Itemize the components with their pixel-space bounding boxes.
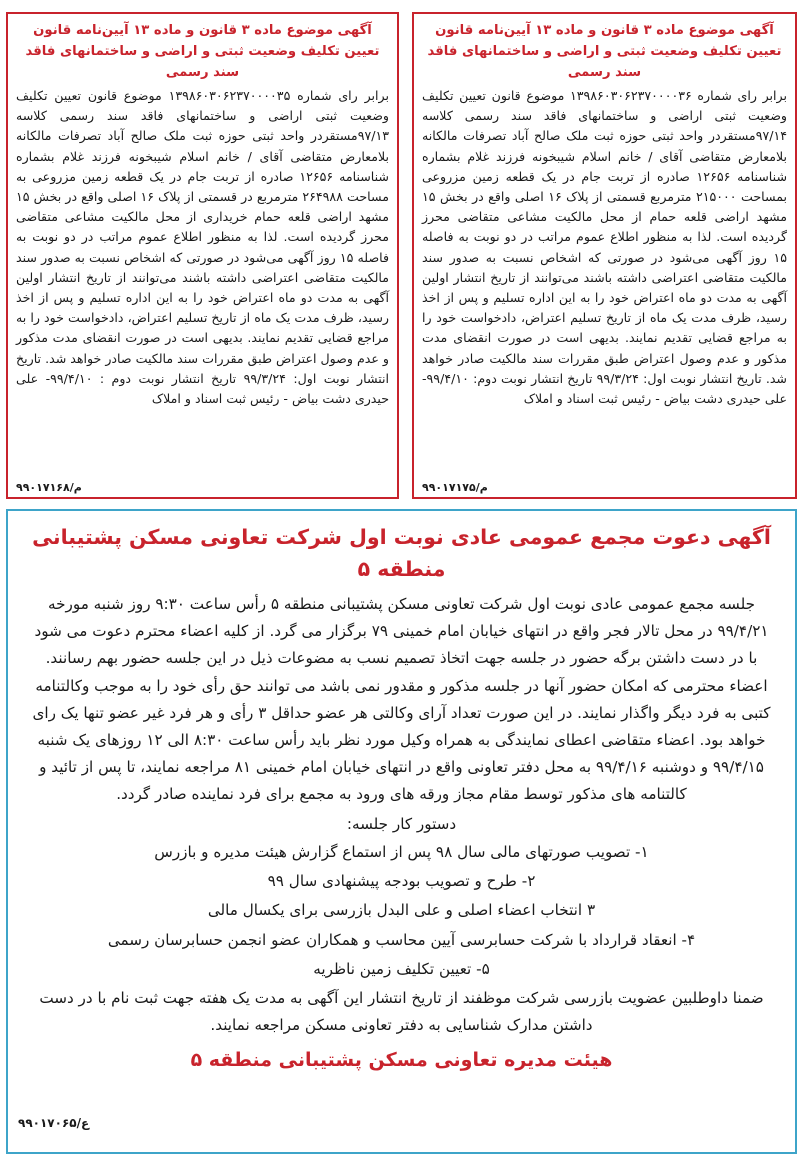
agenda-item-3: ۳ انتخاب اعضاء اصلی و علی البدل بازرسی برای یکسال مالی (207, 901, 596, 920)
notice-left (6, 12, 399, 499)
assembly-paragraph-2: اعضاء محترمی که امکان حضور آنها در جلسه مذکور و مقدور نمی باشد می توانند حق رأی خود را به موجب وکالتنامه کتبی به فرد دیگر واگذار نمایند. در این صورت تعداد آرای وکالتی هر عضو حداقل ۳ رأی و هر فرد غیر عضو تنها یک رای خواهد بود. اعضاء متقاضی اعطای نمایندگی به همراه وکیل مورد نظر باید رأس ساعت ۸:۳۰ الی ۱۲ روزهای یک شنبه ۹۹/۴/۱۵ و دوشنبه ۹۹/۴/۱۶ به محل دفتر تعاونی واقع در انتهای خیابان امام خمینی ۸۱ مراجعه نمایند، تا پس از تائید و کالتنامه های مذکور توسط مقام مجاز ورقه های ورود به مجمع برای فرد نماینده صادر گردد. (32, 676, 771, 804)
notice-right-code: م/۹۹۰۱۷۱۷۵ (422, 481, 488, 494)
assembly-signature: هیئت مدیره تعاونی مسکن پشتیبانی منطقه ۵ (190, 1049, 613, 1072)
assembly-title: آگهی دعوت مجمع عمومی عادی نوبت اول شرکت تعاونی مسکن پشتیبانی منطقه ۵ (32, 525, 771, 581)
assembly-code: ع/۹۹۰۱۷۰۶۵ (18, 1116, 90, 1130)
notice-left-body: برابر رای شماره ۱۳۹۸۶۰۳۰۶۲۳۷۰۰۰۰۳۵ موضوع قانون تعیین تکلیف وضعیت ثبتی اراضی و ساختمانهای فاقد سند رسمی کلاسه ۹۷/۱۳مستقردر واحد ثبتی حوزه ثبت ملک صالح آباد تصرفات مالکانه بلامعارض متقاضی آقای / خانم اسلام شیبخونه فرزند غلام بشماره شناسنامه ۱۲۶۵۶ صادره از تربت جام در یک قطعه زمین مزروعی به مساحت ۲۶۴۹۸۸ مترمربع در قسمتی از پلاک ۱۶ اصلی واقع در بخش ۱۵ مشهد اراضی قلعه حمام خریداری از محل مالکیت مشاعی متقاضی محرز گردیده است. لذا به منظور اطلاع عموم مراتب در دو نوبت به فاصله ۱۵ روز آگهی می‌شود در صورتی که اشخاص نسبت به صدور سند مالکیت متقاضی اعتراضی داشته باشند می‌توانند از تاریخ انتشار اولین آگهی به مدت دو ماه اعتراض خود را به این اداره تسلیم و پس از اخذ رسید، ظرف مدت یک ماه از تاریخ تسلیم اعتراض، دادخواست خود را به مراجع قضایی تقدیم نمایند. بدیهی است در صورت انقضای مدت مذکور و عدم وصول اعتراض طبق مقررات سند مالکیت صادر خواهد شد. تاریخ انتشار نوبت اول: ۹۹/۳/۲۴ تاریخ انتشار نوبت دوم : ۹۹/۴/۱۰- علی حیدری دشت بیاض - رئیس ثبت اسناد و املاک (16, 88, 390, 407)
agenda-item-5: ۵- تعیین تکلیف زمین ناظریه (313, 960, 490, 979)
notice-right-title: آگهی موضوع ماده ۳ قانون و ماده ۱۳ آیین‌نامه قانون تعیین تکلیف وضعیت ثبتی و اراضی و ساختمانهای فاقد سند رسمی (427, 23, 782, 80)
notice-right-body: برابر رای شماره ۱۳۹۸۶۰۳۰۶۲۳۷۰۰۰۰۳۶ موضوع قانون تعیین تکلیف وضعیت ثبتی اراضی و ساختمانهای فاقد سند رسمی کلاسه ۹۷/۱۴مستقردر واحد ثبتی حوزه ثبت ملک صالح آباد تصرفات مالکانه بلامعارض متقاضی آقای / خانم اسلام شیبخونه فرزند غلام بشماره شناسنامه ۱۲۶۵۶ صادره از تربت جام در یک قطعه زمین مزروعی بمساحت ۲۱۵۰۰۰ مترمربع قسمتی از پلاک ۱۶ اصلی واقع در بخش ۱۵ مشهد اراضی قلعه حمام از محل مالکیت مشاعی متقاضی محرز گردیده است. لذا به منظور اطلاع عموم مراتب در دو نوبت به فاصله ۱۵ روز آگهی می‌شود در صورتی که اشخاص نسبت به صدور سند مالکیت متقاضی اعتراضی داشته باشند می‌توانند از تاریخ انتشار اولین آگهی به مدت دو ماه اعتراض خود را به این اداره تسلیم و پس از اخذ رسید، ظرف مدت یک ماه از تاریخ تسلیم اعتراض، دادخواست خود را به مراجع قضایی تقدیم نمایند. بدیهی است در صورت انقضای مدت مذکور و عدم وصول اعتراض طبق مقررات سند مالکیت صادر خواهد شد. تاریخ انتشار نوبت اول: ۹۹/۳/۲۴ تاریخ انتشار نوبت دوم: ۹۹/۴/۱۰- علی حیدری دشت بیاض - رئیس ثبت اسناد و املاک (422, 88, 787, 407)
assembly-notice (6, 509, 797, 1154)
agenda-item-4: ۴- انعقاد قرارداد با شرکت حسابرسی آیین محاسب و همکاران عضو انجمن حسابرسان رسمی (107, 930, 696, 949)
notice-left-title: آگهی موضوع ماده ۳ قانون و ماده ۱۳ آیین‌نامه قانون تعیین تکلیف وضعیت ثبتی و اراضی و ساختمانهای فاقد سند رسمی (25, 23, 380, 80)
agenda-item-1: ۱- تصویب صورتهای مالی سال ۹۸ پس از استماع گزارش هیئت مدیره و بازرس (154, 842, 649, 861)
notice-left-code: م/۹۹۰۱۷۱۶۸ (16, 481, 82, 494)
notice-right (412, 12, 797, 499)
assembly-paragraph-3: ضمنا داوطلبین عضویت بازرسی شرکت موظفند از تاریخ انتشار این آگهی به مدت یک هفته جهت ثبت نام با در دست داشتن مدارک شناسایی به دفتر تعاونی مسکن مراجعه نمایند. (39, 988, 764, 1034)
assembly-paragraph-1: جلسه مجمع عمومی عادی نوبت اول شرکت تعاونی مسکن پشتیبانی منطقه ۵ رأس ساعت ۹:۳۰ روز شنبه مورخه ۹۹/۴/۲۱ در محل تالار فجر واقع در انتهای خیابان امام خمینی ۷۹ برگزار می گرد. از کلیه اعضاء محترم دعوت می شود با در دست داشتن برگه حضور در جلسه جهت اتخاذ تصمیم نسب به مضوعات ذیل در این جلسه حضور بهم رسانند. (34, 595, 769, 668)
agenda-item-2: ۲- طرح و تصویب بودجه پیشنهادی سال ۹۹ (267, 872, 536, 891)
agenda-heading: دستور کار جلسه: (346, 814, 457, 833)
